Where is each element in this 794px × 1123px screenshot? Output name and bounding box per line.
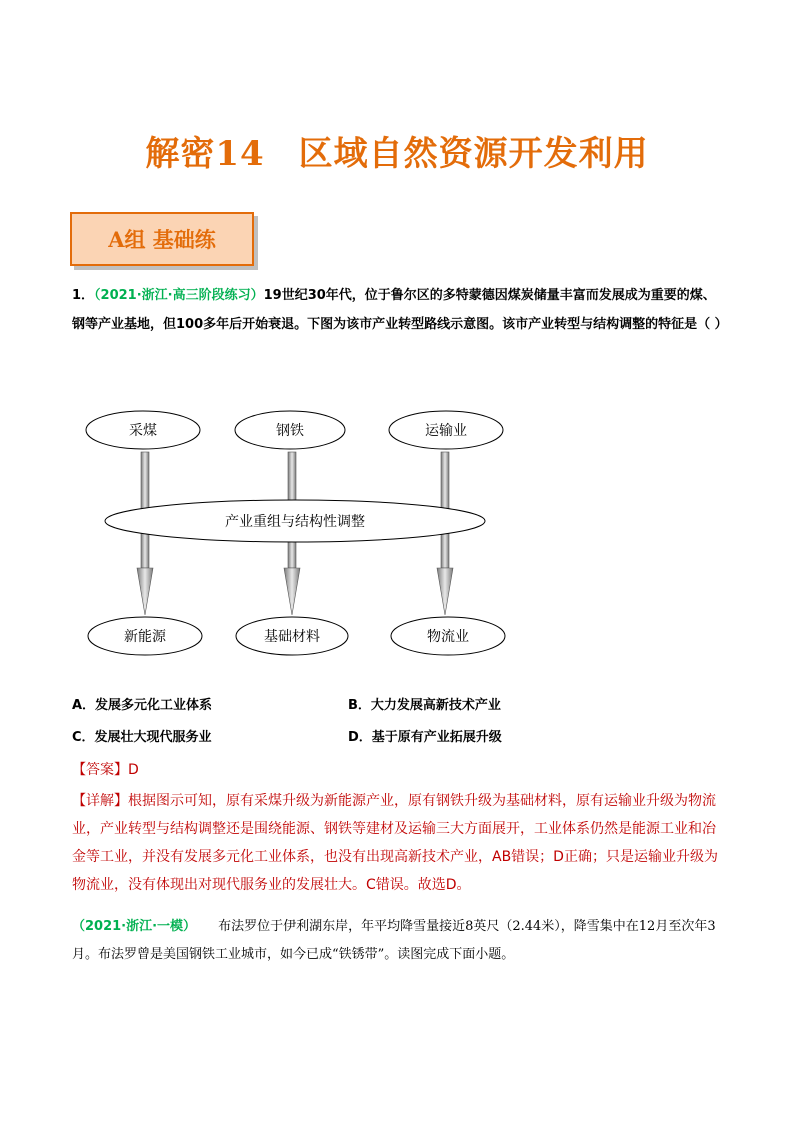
label-bottom-1: 新能源 bbox=[124, 629, 166, 645]
label-middle: 产业重组与结构性调整 bbox=[225, 514, 365, 530]
option-a[interactable]: A．发展多元化工业体系 bbox=[72, 698, 213, 713]
option-d[interactable]: D．基于原有产业拓展升级 bbox=[348, 730, 502, 745]
label-top-3: 运输业 bbox=[425, 423, 467, 439]
explanation-label: 【详解】 bbox=[72, 793, 128, 809]
explanation-text: 根据图示可知，原有采煤升级为新能源产业，原有钢铁升级为基础材料，原有运输业升级为物流业，产业转型与结构调整还是围绕能源、钢铁等建材及运输三大方面展开，工业体系仍然是能源工业和冶金等工业，并没有发展多元化工业体系，也没有出现高新技术产业，AB错误；D正确；只是运输业升级为物流业，没有体现出对现代服务业的发展壮大。C错误。故选D。 bbox=[72, 793, 718, 893]
answer-value: D bbox=[128, 762, 139, 778]
label-bottom-2: 基础材料 bbox=[264, 629, 320, 645]
label-top-2: 钢铁 bbox=[276, 423, 304, 439]
label-top-1: 采煤 bbox=[129, 423, 157, 439]
question-2-source: （2021·浙江·一模） bbox=[72, 919, 197, 934]
page-title bbox=[0, 126, 794, 175]
question-number: 1． bbox=[72, 288, 95, 303]
option-b[interactable]: B．大力发展高新技术产业 bbox=[348, 698, 501, 713]
industry-transformation-diagram bbox=[60, 395, 530, 665]
explanation bbox=[72, 787, 724, 899]
title-part1: 解密14 bbox=[145, 134, 265, 174]
question-source: （2021·浙江·高三阶段练习） bbox=[94, 288, 264, 303]
question-text: 19世纪30年代，位于鲁尔区的多特蒙德因煤炭储量丰富而发展成为重要的煤、钢等产业基地，但100多年后开始衰退。下图为该市产业转型路线示意图。该市产业转型与结构调整的特征是（ ） bbox=[72, 288, 728, 332]
title-part2: 区域自然资源开发利用 bbox=[298, 134, 649, 174]
label-bottom-3: 物流业 bbox=[427, 629, 469, 645]
question-1-stem bbox=[72, 281, 728, 339]
question-2-text: 布法罗位于伊利湖东岸，年平均降雪量接近8英尺（2.44米），降雪集中在12月至次年3月。布法罗曾是美国钢铁工业城市，如今已成“铁锈带”。读图完成下面小题。 bbox=[72, 919, 716, 962]
answer bbox=[72, 759, 139, 779]
question-2-stem bbox=[72, 913, 724, 969]
option-c[interactable]: C．发展壮大现代服务业 bbox=[72, 730, 212, 745]
answer-label: 【答案】 bbox=[72, 762, 128, 778]
section-label: A组 基础练 bbox=[108, 227, 216, 252]
section-header bbox=[70, 212, 254, 266]
